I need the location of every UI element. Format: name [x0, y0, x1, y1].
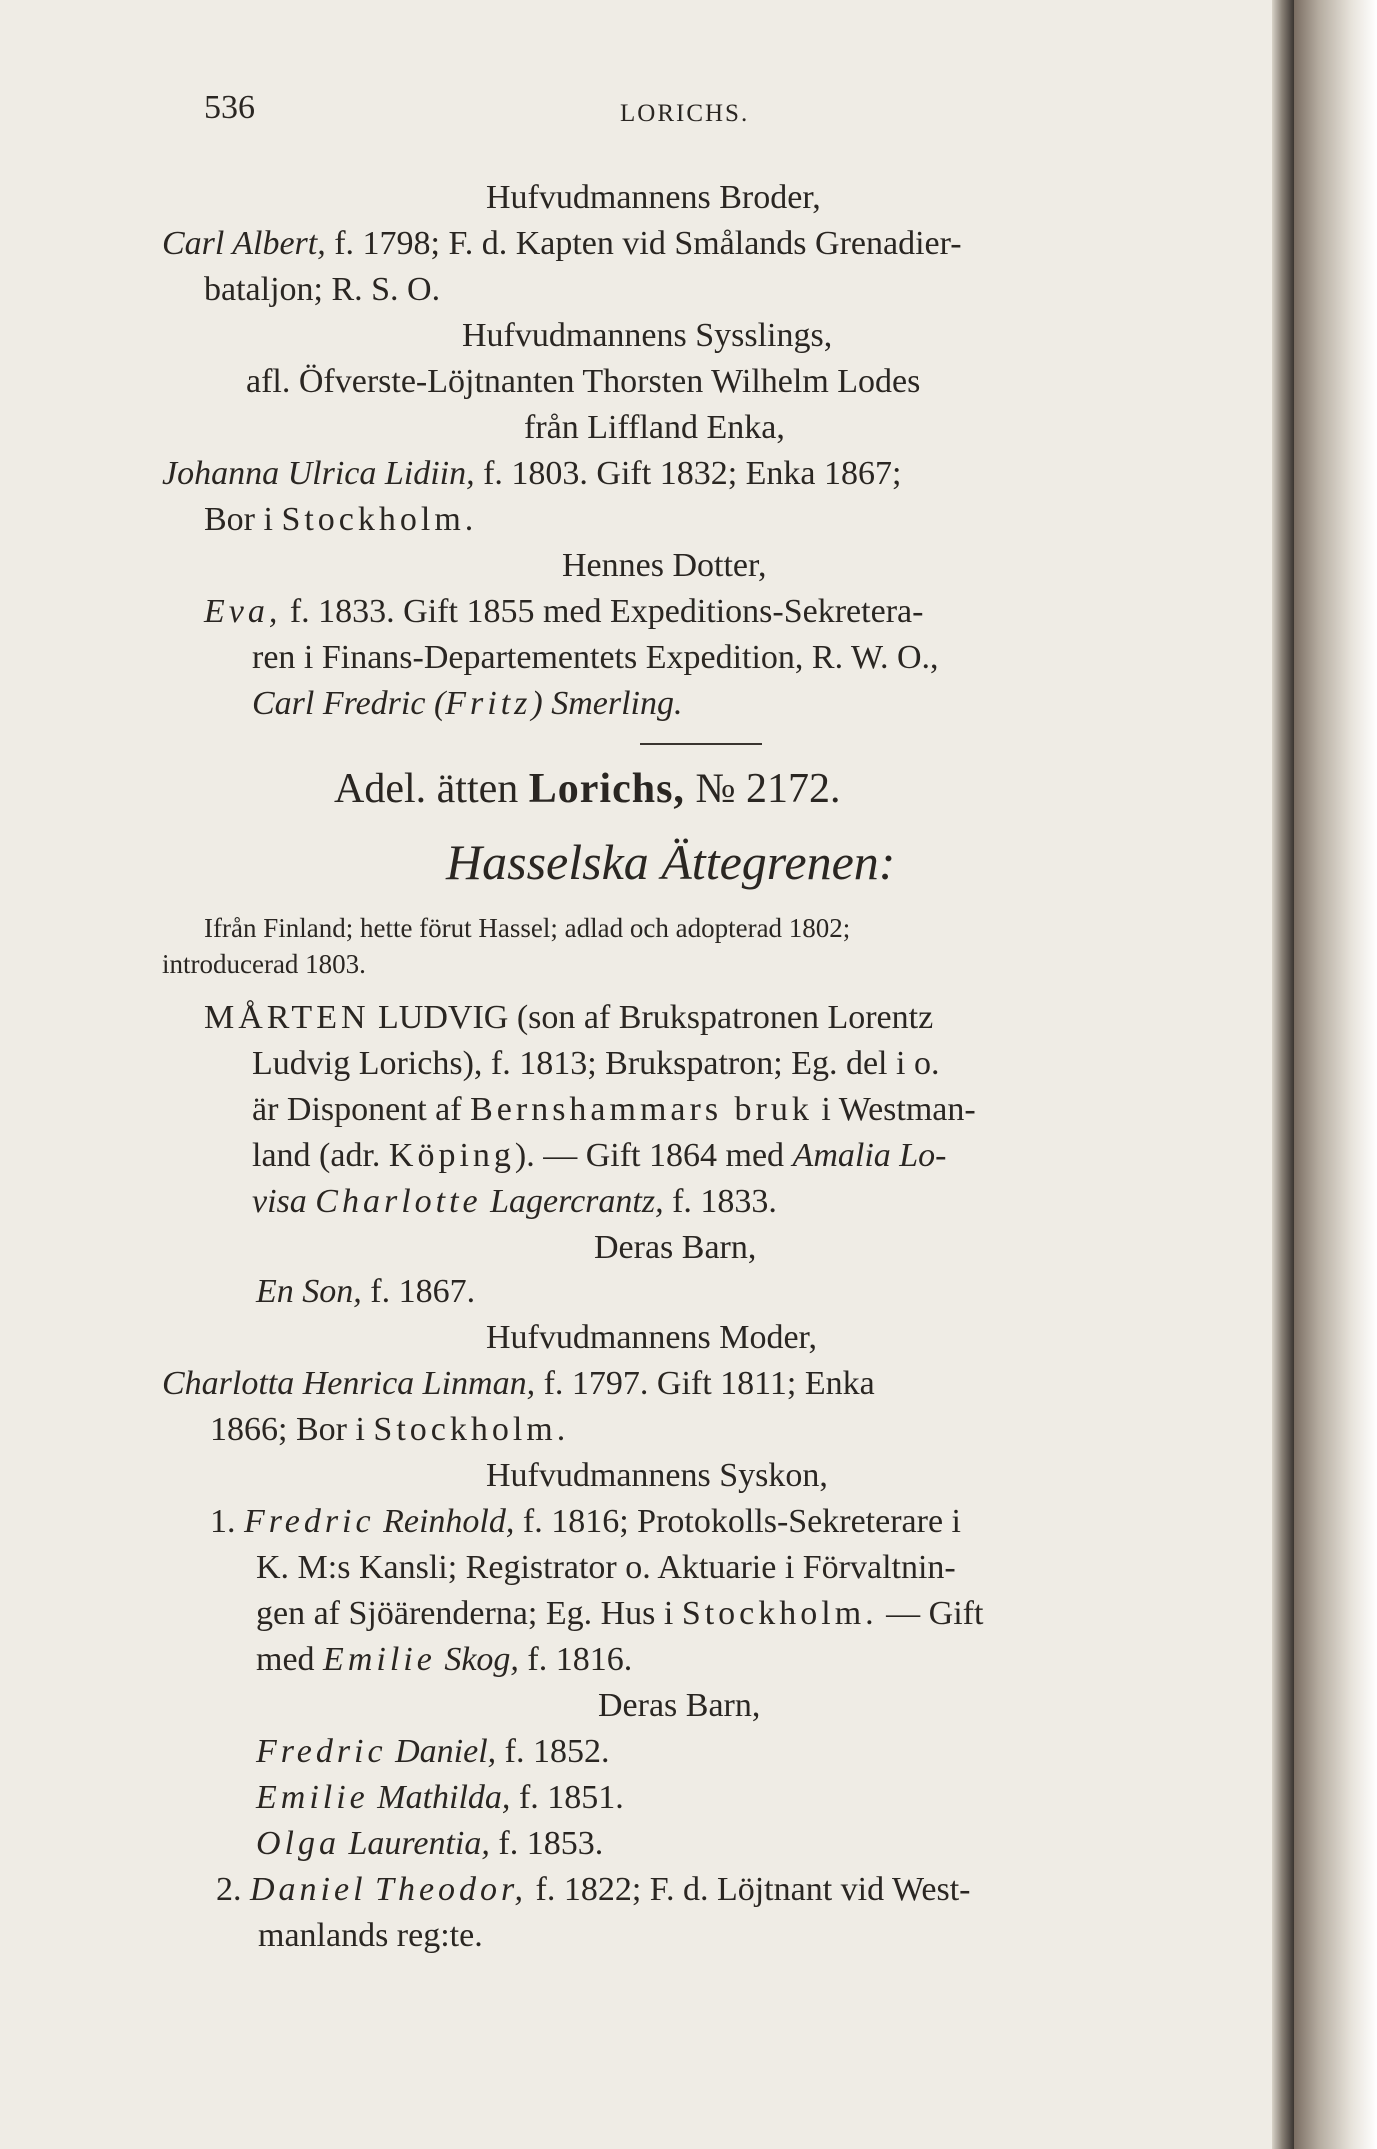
body-line: 1866; Bor i Stockholm.	[210, 1411, 570, 1448]
body-line: Ludvig Lorichs), f. 1813; Brukspatron; Eg. del i o.	[252, 1045, 940, 1082]
heading-syskon: Hufvudmannens Syskon,	[486, 1457, 828, 1494]
body-line: gen af Sjöärenderna; Eg. Hus i Stockholm. — Gift	[256, 1595, 984, 1632]
body-line: 2. Daniel Theodor, f. 1822; F. d. Löjtnant vid West-	[216, 1871, 971, 1908]
body-line: Charlotta Henrica Linman, f. 1797. Gift 1811; Enka	[162, 1365, 875, 1402]
heading-sysslings: Hufvudmannens Sysslings,	[462, 317, 833, 354]
entry-line: bataljon; R. S. O.	[204, 271, 441, 308]
child-line: Fredric Daniel, f. 1852.	[256, 1733, 610, 1770]
section-title: Adel. ätten Lorichs, № 2172.	[334, 766, 841, 812]
body-line: MÅRTEN LUDVIG (son af Brukspatronen Lorentz	[204, 999, 934, 1036]
intro-line: introducerad 1803.	[162, 949, 366, 979]
body-line: är Disponent af Bernshammars bruk i Westman-	[252, 1091, 976, 1128]
intro-line: Ifrån Finland; hette förut Hassel; adlad och adopterad 1802;	[204, 913, 851, 943]
body-line: manlands reg:te.	[258, 1917, 483, 1954]
entry-line: Eva, f. 1833. Gift 1855 med Expeditions-Sekretera-	[204, 593, 924, 630]
child-line: Olga Laurentia, f. 1853.	[256, 1825, 604, 1862]
running-title: LORICHS.	[620, 100, 750, 127]
entry-line: Bor i Stockholm.	[204, 501, 478, 538]
entry-line: afl. Öfverste-Löjtnanten Thorsten Wilhelm Lodes	[246, 363, 921, 400]
heading-broder: Hufvudmannens Broder,	[486, 179, 821, 216]
entry-line: Carl Fredric (Fritz) Smerling.	[252, 685, 683, 722]
body-line: 1. Fredric Reinhold, f. 1816; Protokolls-Sekreterare i	[210, 1503, 961, 1540]
heading-barn: Deras Barn,	[594, 1229, 757, 1266]
section-divider	[640, 743, 762, 745]
body-line: En Son, f. 1867.	[256, 1273, 476, 1310]
body-line: med Emilie Skog, f. 1816.	[256, 1641, 633, 1678]
page-number: 536	[204, 89, 255, 126]
page-edge	[1294, 0, 1377, 2149]
body-line: visa Charlotte Lagercrantz, f. 1833.	[252, 1183, 777, 1220]
body-line: land (adr. Köping). — Gift 1864 med Amalia Lo-	[252, 1137, 947, 1174]
child-line: Emilie Mathilda, f. 1851.	[256, 1779, 624, 1816]
heading-moder: Hufvudmannens Moder,	[486, 1319, 818, 1356]
entry-line: Johanna Ulrica Lidiin, f. 1803. Gift 1832; Enka 1867;	[162, 455, 902, 492]
heading-barn-2: Deras Barn,	[598, 1687, 761, 1724]
entry-line: Carl Albert, f. 1798; F. d. Kapten vid Smålands Grenadier-	[162, 225, 962, 262]
body-line: K. M:s Kansli; Registrator o. Aktuarie i Förvaltnin-	[256, 1549, 956, 1586]
entry-line: ren i Finans-Departementets Expedition, R. W. O.,	[252, 639, 939, 676]
entry-line: från Liffland Enka,	[524, 409, 785, 446]
heading-dotter: Hennes Dotter,	[562, 547, 767, 584]
branch-title: Hasselska Ättegrenen:	[446, 834, 896, 890]
